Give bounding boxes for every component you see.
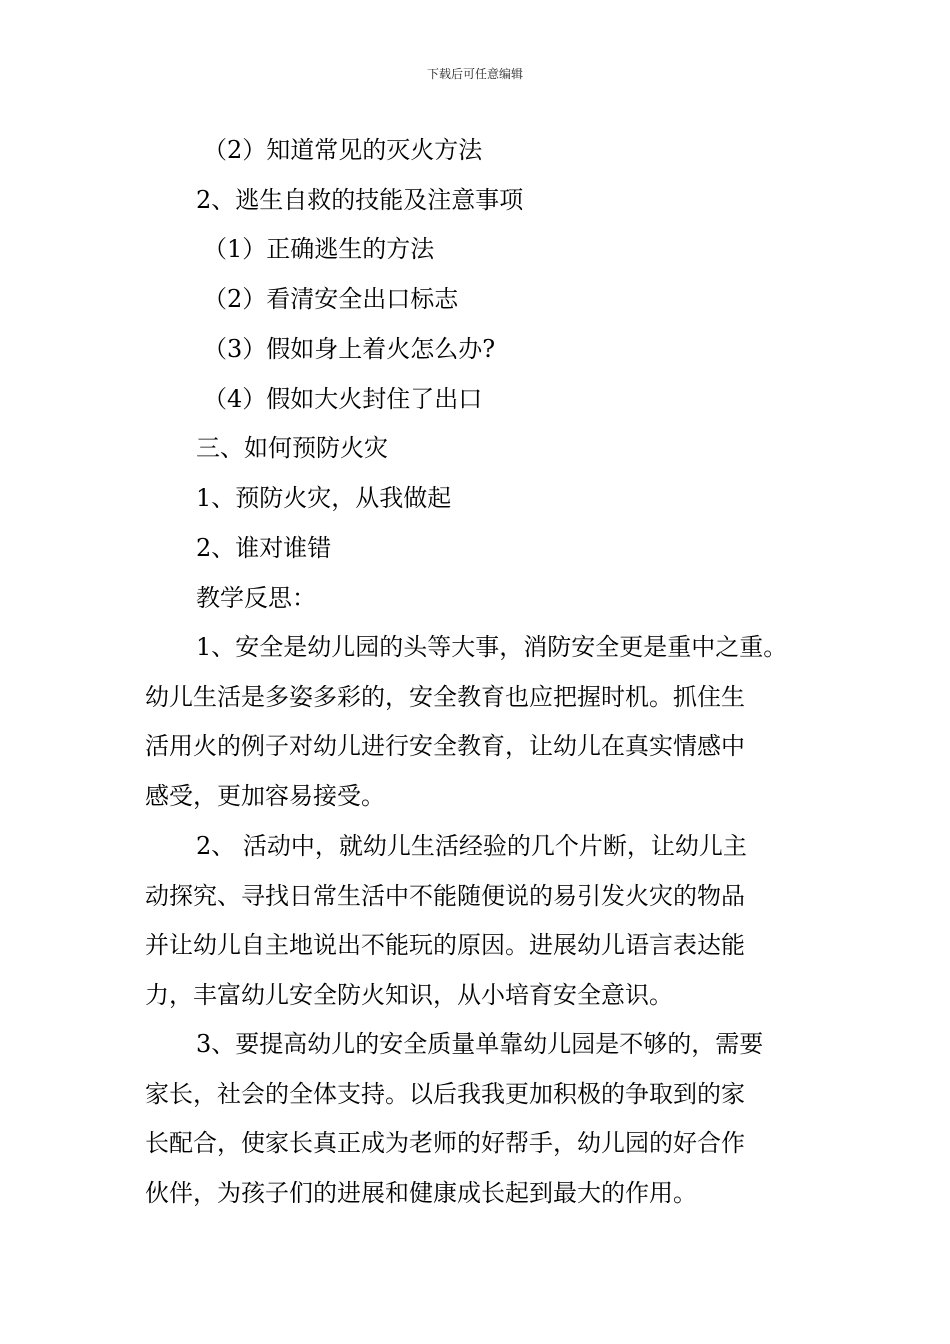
item-line: （1）正确逃生的方法 xyxy=(203,235,435,263)
paragraph-line: 动探究、寻找日常生活中不能随便说的易引发火灾的物品 xyxy=(145,881,745,910)
paragraph-line: 长配合，使家长真正成为老师的好帮手，幼儿园的好合作 xyxy=(145,1129,745,1158)
section-line: 2、逃生自救的技能及注意事项 xyxy=(196,186,524,214)
paragraph-line: 感受，更加容易接受。 xyxy=(145,782,385,811)
page-header: 下载后可任意编辑 xyxy=(426,67,523,81)
paragraph-line: 活用火的例子对幼儿进行安全教育，让幼儿在真实情感中 xyxy=(145,732,745,761)
paragraph-line: 力，丰富幼儿安全防火知识，从小培育安全意识。 xyxy=(145,981,673,1010)
section-line: 2、谁对谁错 xyxy=(196,534,332,562)
item-line: （3）假如身上着火怎么办? xyxy=(203,335,496,363)
reflection-paragraph-1 xyxy=(145,623,825,822)
section-heading: 三、如何预防火灾 xyxy=(196,434,388,462)
reflection-paragraph-3 xyxy=(145,1020,825,1219)
paragraph-line: 2、 活动中，就幼儿生活经验的几个片断，让幼儿主 xyxy=(196,832,747,860)
paragraph-line: 伙伴，为孩子们的进展和健康成长起到最大的作用。 xyxy=(145,1179,697,1208)
item-line: （4）假如大火封住了出口 xyxy=(203,385,483,413)
paragraph-line: 家长，社会的全体支持。以后我我更加积极的争取到的家 xyxy=(145,1079,745,1108)
paragraph-line: 并让幼儿自主地说出不能玩的原因。进展幼儿语言表达能 xyxy=(145,931,745,960)
paragraph-line: 幼儿生活是多姿多彩的，安全教育也应把握时机。抓住生 xyxy=(145,682,745,711)
section-line: 1、预防火灾，从我做起 xyxy=(196,484,452,512)
item-line: （2）看清安全出口标志 xyxy=(203,285,459,313)
item-line: （2）知道常见的灭火方法 xyxy=(203,136,483,164)
reflection-heading: 教学反思： xyxy=(196,584,316,612)
reflection-paragraph-2 xyxy=(145,822,825,1021)
paragraph-line: 1、安全是幼儿园的头等大事，消防安全更是重中之重。 xyxy=(196,633,788,661)
paragraph-line: 3、要提高幼儿的安全质量单靠幼儿园是不够的，需要 xyxy=(196,1030,764,1058)
